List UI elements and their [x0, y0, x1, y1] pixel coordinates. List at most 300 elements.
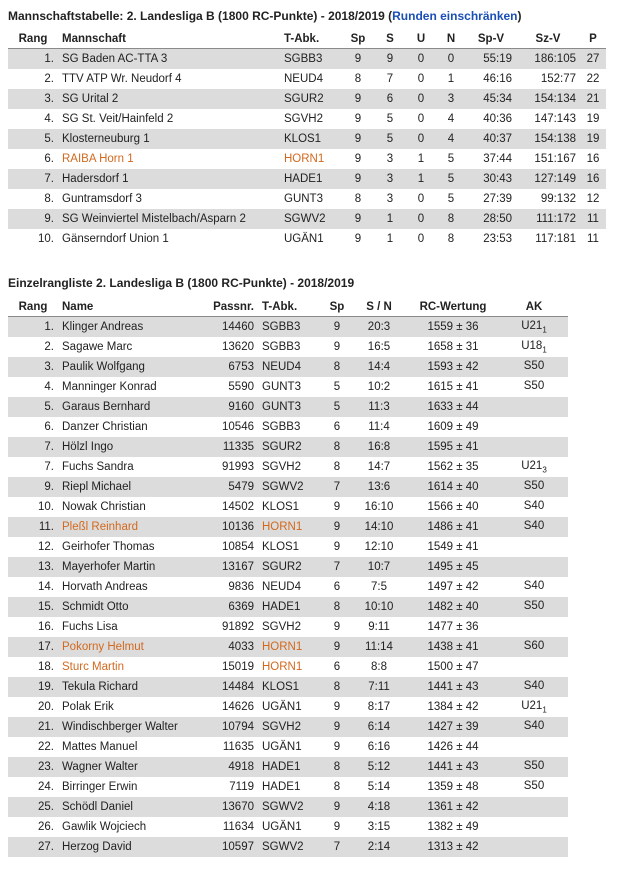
player-cell-sn: 11:4: [352, 417, 406, 437]
team-table-row: [8, 149, 606, 169]
player-cell-sn: 14:4: [352, 357, 406, 377]
player-cell-ak: [500, 457, 568, 477]
team-table-row: [8, 89, 606, 109]
team-cell-sp: 9: [342, 149, 374, 169]
player-cell-rc: 1482 ± 40: [406, 597, 500, 617]
player-cell-name: Manninger Konrad: [58, 377, 188, 397]
team-cell-name: SG Weinviertel Mistelbach/Asparn 2: [58, 209, 280, 229]
player-table-row: [8, 517, 568, 537]
player-cell-ak: [500, 697, 568, 717]
player-cell-pass: 14502: [188, 497, 258, 517]
player-cell-ak: [500, 417, 568, 437]
player-cell-pass: 14460: [188, 317, 258, 338]
team-cell-name: SG St. Veit/Hainfeld 2: [58, 109, 280, 129]
team-cell-spv: 28:50: [466, 209, 516, 229]
player-cell-sp: 7: [322, 557, 352, 577]
player-cell-name: Gawlik Wojciech: [58, 817, 188, 837]
age-class-subscript: 1: [542, 325, 547, 335]
team-cell-spv: 46:16: [466, 69, 516, 89]
player-cell-abk: GUNT3: [258, 377, 322, 397]
team-table-title-text: Mannschaftstabelle: 2. Landesliga B (1800 RC-Punkte) - 2018/2019 (: [8, 9, 393, 23]
player-cell-rang: 23.: [8, 757, 58, 777]
player-cell-ak: [500, 317, 568, 338]
team-cell-u: 0: [406, 109, 436, 129]
player-cell-ak: [500, 337, 568, 357]
team-table-col-header: P: [580, 29, 606, 49]
team-cell-abk: UGÄN1: [280, 229, 342, 249]
team-cell-u: 0: [406, 89, 436, 109]
player-cell-pass: 14484: [188, 677, 258, 697]
team-table-title-suffix: ): [517, 9, 522, 23]
team-cell-u: 0: [406, 69, 436, 89]
team-cell-u: 1: [406, 149, 436, 169]
team-cell-abk: HADE1: [280, 169, 342, 189]
player-table-row: [8, 417, 568, 437]
player-cell-rang: 19.: [8, 677, 58, 697]
team-cell-n: 8: [436, 229, 466, 249]
player-cell-abk: NEUD4: [258, 357, 322, 377]
player-cell-abk: SGBB3: [258, 417, 322, 437]
age-class-subscript: 1: [542, 345, 547, 355]
team-cell-rang: 5.: [8, 129, 58, 149]
team-cell-n: 8: [436, 209, 466, 229]
player-cell-rang: 21.: [8, 717, 58, 737]
player-cell-sp: 9: [322, 697, 352, 717]
player-cell-name: Sagawe Marc: [58, 337, 188, 357]
player-cell-ak: [500, 597, 568, 617]
team-cell-n: 4: [436, 109, 466, 129]
player-cell-rang: 12.: [8, 537, 58, 557]
team-cell-p: 27: [580, 49, 606, 70]
team-table-row: [8, 169, 606, 189]
team-cell-sp: 8: [342, 189, 374, 209]
player-cell-name: Garaus Bernhard: [58, 397, 188, 417]
player-cell-pass: 15019: [188, 657, 258, 677]
team-cell-szv: 186:105: [516, 49, 580, 70]
player-table-row: [8, 577, 568, 597]
player-cell-abk: KLOS1: [258, 537, 322, 557]
team-cell-sp: 9: [342, 169, 374, 189]
team-cell-n: 1: [436, 69, 466, 89]
team-cell-u: 0: [406, 209, 436, 229]
player-cell-name: Pleßl Reinhard: [58, 517, 188, 537]
age-class-label: S50: [523, 759, 545, 772]
team-cell-s: 9: [374, 49, 406, 70]
player-cell-sp: 9: [322, 317, 352, 338]
player-cell-sp: 8: [322, 677, 352, 697]
player-cell-pass: 9160: [188, 397, 258, 417]
player-cell-rc: 1497 ± 42: [406, 577, 500, 597]
age-class-label: S40: [523, 579, 545, 592]
age-class-label: S40: [523, 679, 545, 692]
player-cell-rang: 25.: [8, 797, 58, 817]
player-cell-sp: 5: [322, 377, 352, 397]
team-cell-abk: GUNT3: [280, 189, 342, 209]
player-cell-rang: 15.: [8, 597, 58, 617]
player-table-col-header: S / N: [352, 297, 406, 317]
player-table-row: [8, 597, 568, 617]
player-cell-ak: [500, 617, 568, 637]
team-cell-u: 0: [406, 189, 436, 209]
team-cell-s: 1: [374, 229, 406, 249]
team-cell-szv: 117:181: [516, 229, 580, 249]
player-cell-pass: 5590: [188, 377, 258, 397]
player-cell-sp: 8: [322, 777, 352, 797]
player-cell-pass: 11635: [188, 737, 258, 757]
team-cell-rang: 3.: [8, 89, 58, 109]
player-table-row: [8, 657, 568, 677]
player-cell-name: Birringer Erwin: [58, 777, 188, 797]
player-cell-rang: 18.: [8, 657, 58, 677]
player-cell-abk: HORN1: [258, 517, 322, 537]
player-cell-rc: 1313 ± 42: [406, 837, 500, 857]
team-cell-abk: SGBB3: [280, 49, 342, 70]
team-cell-s: 3: [374, 189, 406, 209]
player-cell-ak: [500, 717, 568, 737]
team-cell-n: 4: [436, 129, 466, 149]
player-cell-rang: 13.: [8, 557, 58, 577]
team-table-col-header: Mannschaft: [58, 29, 280, 49]
player-cell-name: Mayerhofer Martin: [58, 557, 188, 577]
age-class-label: S50: [523, 779, 545, 792]
age-class-label: S50: [523, 599, 545, 612]
player-cell-rc: 1361 ± 42: [406, 797, 500, 817]
player-cell-abk: UGÄN1: [258, 737, 322, 757]
player-cell-name: Sturc Martin: [58, 657, 188, 677]
team-cell-p: 19: [580, 109, 606, 129]
player-cell-ak: [500, 777, 568, 797]
player-cell-sp: 9: [322, 537, 352, 557]
player-cell-rc: 1427 ± 39: [406, 717, 500, 737]
player-cell-abk: UGÄN1: [258, 817, 322, 837]
team-cell-rang: 10.: [8, 229, 58, 249]
team-cell-spv: 37:44: [466, 149, 516, 169]
player-cell-pass: 91892: [188, 617, 258, 637]
player-cell-abk: HORN1: [258, 637, 322, 657]
player-cell-rc: 1614 ± 40: [406, 477, 500, 497]
team-table-row: [8, 189, 606, 209]
player-table-row: [8, 397, 568, 417]
player-cell-abk: HORN1: [258, 657, 322, 677]
player-table-title: Einzelrangliste 2. Landesliga B (1800 RC-Punkte) - 2018/2019: [8, 276, 355, 290]
player-cell-sn: 11:14: [352, 637, 406, 657]
player-table-col-header: Passnr.: [188, 297, 258, 317]
player-table-row: [8, 617, 568, 637]
player-cell-sn: 3:15: [352, 817, 406, 837]
player-table-row: [8, 817, 568, 837]
player-cell-rang: 2.: [8, 337, 58, 357]
team-cell-sp: 9: [342, 209, 374, 229]
player-cell-sn: 9:11: [352, 617, 406, 637]
team-cell-abk: SGWV2: [280, 209, 342, 229]
player-table-row: [8, 477, 568, 497]
team-table-title: [8, 9, 522, 23]
player-cell-sn: 16:10: [352, 497, 406, 517]
player-cell-ak: [500, 757, 568, 777]
player-cell-abk: GUNT3: [258, 397, 322, 417]
player-cell-name: Schödl Daniel: [58, 797, 188, 817]
player-cell-abk: SGUR2: [258, 437, 322, 457]
player-cell-sp: 9: [322, 337, 352, 357]
player-cell-pass: 91993: [188, 457, 258, 477]
player-cell-ak: [500, 437, 568, 457]
player-cell-sp: 6: [322, 417, 352, 437]
player-cell-pass: 6369: [188, 597, 258, 617]
player-cell-sn: 7:11: [352, 677, 406, 697]
team-cell-sp: 9: [342, 129, 374, 149]
team-table-col-header: U: [406, 29, 436, 49]
player-table-row: [8, 737, 568, 757]
player-cell-sn: 8:17: [352, 697, 406, 717]
player-cell-sp: 9: [322, 717, 352, 737]
team-cell-szv: 127:149: [516, 169, 580, 189]
player-table-row: [8, 537, 568, 557]
player-cell-ak: [500, 537, 568, 557]
team-cell-u: 0: [406, 49, 436, 70]
player-cell-sn: 14:7: [352, 457, 406, 477]
team-cell-s: 7: [374, 69, 406, 89]
player-cell-name: Wagner Walter: [58, 757, 188, 777]
team-cell-p: 22: [580, 69, 606, 89]
player-cell-rang: 17.: [8, 637, 58, 657]
player-cell-sn: 6:14: [352, 717, 406, 737]
player-table-row: [8, 337, 568, 357]
player-cell-pass: 6753: [188, 357, 258, 377]
age-class-label: U21: [521, 699, 543, 712]
player-cell-name: Geirhofer Thomas: [58, 537, 188, 557]
player-cell-pass: 14626: [188, 697, 258, 717]
player-cell-name: Riepl Michael: [58, 477, 188, 497]
player-cell-rc: 1559 ± 36: [406, 317, 500, 338]
player-cell-abk: SGBB3: [258, 317, 322, 338]
player-cell-abk: SGUR2: [258, 557, 322, 577]
player-cell-rc: 1359 ± 48: [406, 777, 500, 797]
player-cell-rc: 1593 ± 42: [406, 357, 500, 377]
player-cell-rc: 1441 ± 43: [406, 677, 500, 697]
player-cell-name: Schmidt Otto: [58, 597, 188, 617]
player-cell-pass: 4918: [188, 757, 258, 777]
age-class-label: S50: [523, 359, 545, 372]
player-cell-name: Herzog David: [58, 837, 188, 857]
player-cell-pass: 11634: [188, 817, 258, 837]
player-cell-sp: 9: [322, 797, 352, 817]
player-table-row: [8, 457, 568, 477]
player-cell-name: Fuchs Lisa: [58, 617, 188, 637]
team-cell-szv: 151:167: [516, 149, 580, 169]
player-cell-sn: 20:3: [352, 317, 406, 338]
age-class-subscript: 1: [542, 705, 547, 715]
player-cell-ak: [500, 737, 568, 757]
team-cell-abk: KLOS1: [280, 129, 342, 149]
team-cell-name: Hadersdorf 1: [58, 169, 280, 189]
team-table-header: [8, 29, 606, 49]
player-cell-sp: 7: [322, 837, 352, 857]
player-cell-abk: SGWV2: [258, 797, 322, 817]
player-cell-sp: 8: [322, 597, 352, 617]
team-standings-table: [8, 29, 606, 249]
team-cell-p: 11: [580, 229, 606, 249]
player-cell-pass: 13167: [188, 557, 258, 577]
team-cell-p: 19: [580, 129, 606, 149]
team-cell-abk: SGUR2: [280, 89, 342, 109]
team-cell-rang: 2.: [8, 69, 58, 89]
player-cell-rang: 4.: [8, 377, 58, 397]
player-cell-pass: 10794: [188, 717, 258, 737]
age-class-label: S40: [523, 499, 545, 512]
player-cell-rang: 26.: [8, 817, 58, 837]
team-table-row: [8, 229, 606, 249]
player-cell-abk: SGWV2: [258, 477, 322, 497]
player-cell-rang: 7.: [8, 437, 58, 457]
player-cell-rc: 1441 ± 43: [406, 757, 500, 777]
player-cell-name: Klinger Andreas: [58, 317, 188, 338]
player-cell-sn: 6:16: [352, 737, 406, 757]
player-cell-ak: [500, 557, 568, 577]
player-cell-ak: [500, 517, 568, 537]
team-table-col-header: Sz-V: [516, 29, 580, 49]
player-cell-rc: 1500 ± 47: [406, 657, 500, 677]
team-cell-p: 12: [580, 189, 606, 209]
team-cell-sp: 9: [342, 49, 374, 70]
player-cell-sp: 8: [322, 437, 352, 457]
player-cell-sn: 13:6: [352, 477, 406, 497]
age-class-label: U21: [521, 459, 543, 472]
restrict-rounds-link[interactable]: Runden einschränken: [392, 9, 518, 23]
team-cell-n: 5: [436, 149, 466, 169]
player-table-row: [8, 637, 568, 657]
player-cell-sp: 8: [322, 757, 352, 777]
player-cell-rang: 20.: [8, 697, 58, 717]
player-cell-rang: 5.: [8, 397, 58, 417]
team-cell-rang: 8.: [8, 189, 58, 209]
player-cell-pass: 13670: [188, 797, 258, 817]
player-cell-abk: HADE1: [258, 777, 322, 797]
team-cell-sp: 9: [342, 109, 374, 129]
player-cell-abk: SGBB3: [258, 337, 322, 357]
player-cell-abk: HADE1: [258, 597, 322, 617]
team-cell-abk: HORN1: [280, 149, 342, 169]
team-cell-name: Klosterneuburg 1: [58, 129, 280, 149]
player-table-row: [8, 317, 568, 338]
player-cell-name: Horvath Andreas: [58, 577, 188, 597]
player-cell-abk: SGVH2: [258, 717, 322, 737]
player-cell-pass: 10854: [188, 537, 258, 557]
player-cell-pass: 11335: [188, 437, 258, 457]
team-cell-szv: 147:143: [516, 109, 580, 129]
player-cell-abk: NEUD4: [258, 577, 322, 597]
player-table-row: [8, 777, 568, 797]
team-cell-name: Guntramsdorf 3: [58, 189, 280, 209]
player-cell-pass: 10136: [188, 517, 258, 537]
player-cell-name: Mattes Manuel: [58, 737, 188, 757]
team-cell-p: 16: [580, 149, 606, 169]
player-table-row: [8, 377, 568, 397]
player-table-row: [8, 717, 568, 737]
age-class-label: S40: [523, 519, 545, 532]
player-cell-rang: 1.: [8, 317, 58, 338]
player-cell-abk: UGÄN1: [258, 697, 322, 717]
team-cell-n: 5: [436, 189, 466, 209]
player-table-row: [8, 837, 568, 857]
player-table-col-header: AK: [500, 297, 568, 317]
team-cell-u: 0: [406, 129, 436, 149]
player-cell-rc: 1477 ± 36: [406, 617, 500, 637]
player-cell-ak: [500, 677, 568, 697]
player-table-row: [8, 437, 568, 457]
player-cell-pass: 9836: [188, 577, 258, 597]
team-cell-rang: 7.: [8, 169, 58, 189]
team-cell-name: RAIBA Horn 1: [58, 149, 280, 169]
player-cell-sn: 10:10: [352, 597, 406, 617]
player-cell-name: Polak Erik: [58, 697, 188, 717]
team-cell-s: 5: [374, 129, 406, 149]
team-cell-name: Gänserndorf Union 1: [58, 229, 280, 249]
player-cell-sp: 9: [322, 517, 352, 537]
player-cell-rc: 1615 ± 41: [406, 377, 500, 397]
player-cell-pass: 13620: [188, 337, 258, 357]
player-cell-sn: 11:3: [352, 397, 406, 417]
player-cell-pass: 10597: [188, 837, 258, 857]
player-cell-name: Fuchs Sandra: [58, 457, 188, 477]
player-table-row: [8, 497, 568, 517]
age-class-label: U21: [521, 319, 543, 332]
team-cell-p: 11: [580, 209, 606, 229]
team-cell-u: 0: [406, 229, 436, 249]
team-cell-abk: NEUD4: [280, 69, 342, 89]
player-cell-rc: 1438 ± 41: [406, 637, 500, 657]
player-table-col-header: Name: [58, 297, 188, 317]
player-cell-pass: 5479: [188, 477, 258, 497]
player-table-header: [8, 297, 568, 317]
team-cell-sp: 8: [342, 69, 374, 89]
player-cell-ak: [500, 477, 568, 497]
team-table-col-header: T-Abk.: [280, 29, 342, 49]
player-cell-sn: 16:5: [352, 337, 406, 357]
age-class-label: U18: [521, 339, 543, 352]
player-cell-rc: 1633 ± 44: [406, 397, 500, 417]
team-cell-spv: 30:43: [466, 169, 516, 189]
player-table-row: [8, 697, 568, 717]
team-cell-abk: SGVH2: [280, 109, 342, 129]
team-cell-szv: 152:77: [516, 69, 580, 89]
team-cell-name: SG Urital 2: [58, 89, 280, 109]
player-table-col-header: Sp: [322, 297, 352, 317]
player-cell-sn: 5:14: [352, 777, 406, 797]
team-cell-rang: 6.: [8, 149, 58, 169]
team-cell-szv: 154:138: [516, 129, 580, 149]
team-table-col-header: N: [436, 29, 466, 49]
player-cell-ak: [500, 817, 568, 837]
team-cell-sp: 9: [342, 229, 374, 249]
team-table-col-header: S: [374, 29, 406, 49]
team-cell-n: 0: [436, 49, 466, 70]
team-table-row: [8, 209, 606, 229]
team-cell-szv: 154:134: [516, 89, 580, 109]
player-cell-ak: [500, 637, 568, 657]
player-cell-sp: 9: [322, 617, 352, 637]
player-cell-sn: 10:2: [352, 377, 406, 397]
player-cell-sn: 2:14: [352, 837, 406, 857]
player-cell-sp: 9: [322, 817, 352, 837]
player-cell-name: Tekula Richard: [58, 677, 188, 697]
player-cell-abk: HADE1: [258, 757, 322, 777]
age-class-label: S50: [523, 479, 545, 492]
team-cell-spv: 55:19: [466, 49, 516, 70]
player-cell-rc: 1562 ± 35: [406, 457, 500, 477]
player-cell-name: Hölzl Ingo: [58, 437, 188, 457]
player-cell-ak: [500, 497, 568, 517]
player-cell-abk: KLOS1: [258, 677, 322, 697]
